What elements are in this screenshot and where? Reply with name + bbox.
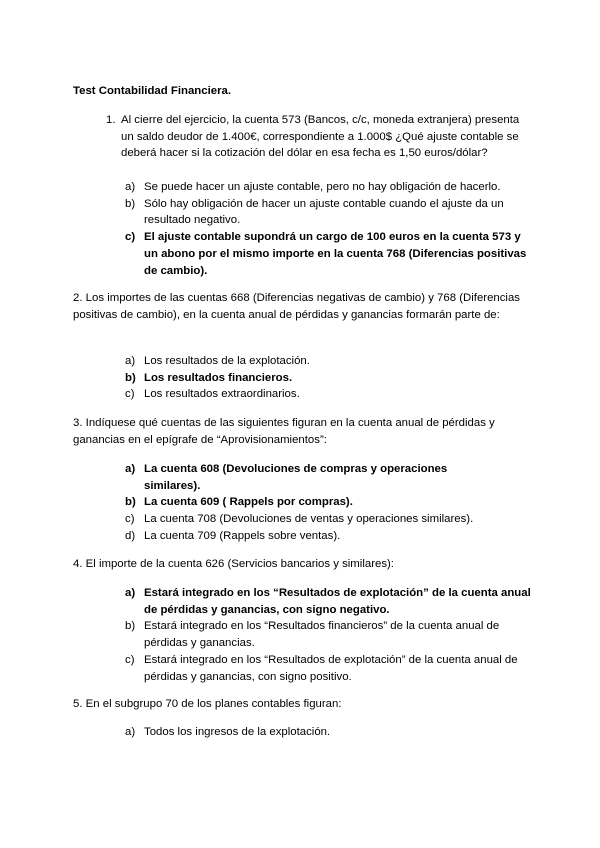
option-b: b) Sólo hay obligación de hacer un ajuste contable cuando el ajuste da un resultado negativo.: [125, 197, 504, 227]
question-5-text: 5. En el subgrupo 70 de los planes contables figuran:: [73, 698, 342, 710]
question-1-options: [125, 179, 535, 279]
option-a-correct: a) La cuenta 608 (Devoluciones de compras y operaciones similares).: [125, 463, 448, 492]
option-b-correct: b) La cuenta 609 ( Rappels por compras).: [125, 496, 353, 509]
question-5-options: [125, 724, 535, 741]
question-1: [73, 112, 533, 162]
question-4-options: [125, 585, 535, 685]
option-a: a) Se puede hacer un ajuste contable, pero no hay obligación de hacerlo.: [125, 181, 501, 193]
option-a-correct: a) Estará integrado en los “Resultados de explotación” de la cuenta anual de pérdidas y ganancias, con signo negativo.: [125, 587, 531, 616]
option-a: a) Los resultados de la explotación.: [125, 355, 310, 367]
question-number: 1.: [106, 114, 116, 126]
document-title: Test Contabilidad Financiera.: [73, 85, 232, 97]
question-3-options: [125, 461, 505, 545]
question-2-options: [125, 353, 535, 403]
option-c: c) Los resultados extraordinarios.: [125, 388, 300, 401]
option-d: d) La cuenta 709 (Rappels sobre ventas).: [125, 529, 341, 542]
option-c-correct: c) El ajuste contable supondrá un cargo de 100 euros en la cuenta 573 y un abono por el mismo importe en la cuenta 768 (Diferencias positivas de cambio).: [125, 231, 527, 277]
question-4-text: 4. El importe de la cuenta 626 (Servicios bancarios y similares):: [73, 558, 394, 570]
option-b: b) Estará integrado en los “Resultados financieros” de la cuenta anual de pérdidas y ganancias.: [125, 620, 500, 650]
option-a: a) Todos los ingresos de la explotación.: [125, 726, 331, 738]
question-3-text: 3. Indíquese qué cuentas de las siguientes figuran en la cuenta anual de pérdidas y ganancias en el epígrafe de “Aprovisionamientos”:: [73, 417, 495, 446]
question-2-text: 2. Los importes de las cuentas 668 (Diferencias negativas de cambio) y 768 (Diferencias positivas de cambio), en la cuenta anual de pérdidas y ganancias formarán parte de:: [73, 292, 520, 321]
option-c: c) Estará integrado en los “Resultados de explotación” de la cuenta anual de pérdidas y ganancias, con signo positivo.: [125, 653, 518, 683]
question-text: Al cierre del ejercicio, la cuenta 573 (Bancos, c/c, moneda extranjera) presenta un saldo deudor de 1.400€, correspondiente a 1.000$ ¿Qué ajuste contable se deberá hacer si la cotización del dólar en esa fecha es 1,50 euros/dólar?: [121, 114, 520, 160]
option-b-correct: b) Los resultados financieros.: [125, 371, 293, 384]
option-c: c) La cuenta 708 (Devoluciones de ventas y operaciones similares).: [125, 513, 474, 526]
